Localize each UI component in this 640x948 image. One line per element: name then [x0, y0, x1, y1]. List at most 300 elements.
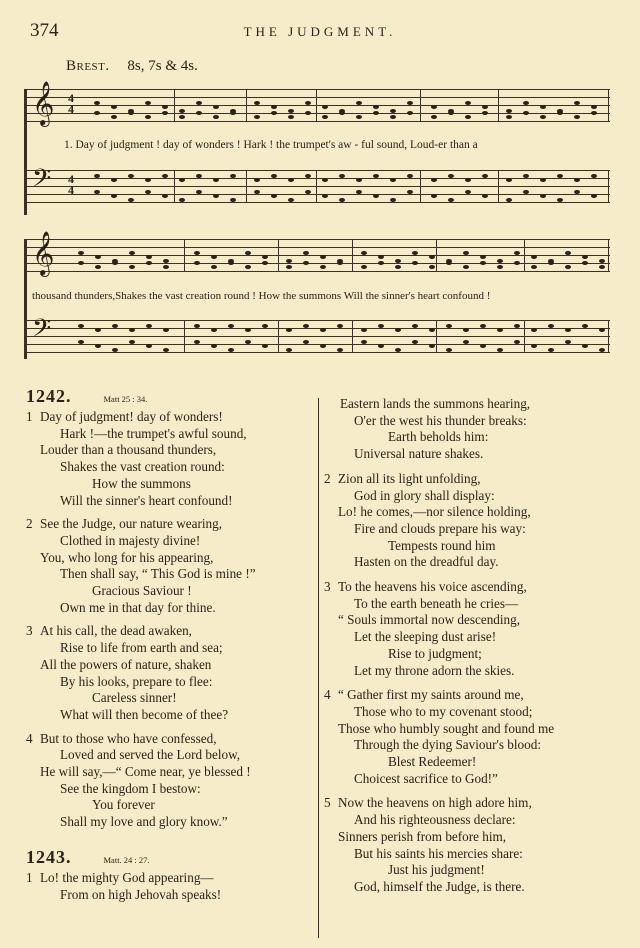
note-head — [303, 261, 309, 265]
note-head — [262, 344, 268, 348]
note-head — [407, 174, 413, 178]
note-head — [145, 190, 151, 194]
hymn-line: “ Souls immortal now descending, — [338, 612, 521, 628]
note-head — [412, 340, 418, 344]
note-head — [271, 194, 277, 198]
note-head — [245, 251, 251, 255]
note-head — [465, 101, 471, 105]
note-head — [320, 344, 326, 348]
note-head — [303, 251, 309, 255]
note-head — [339, 111, 345, 115]
note-head — [303, 324, 309, 328]
note-head — [179, 115, 185, 119]
note-head — [112, 324, 118, 328]
hymn-line: Eastern lands the summons hearing, — [340, 396, 531, 411]
note-head — [480, 324, 486, 328]
note-head — [591, 111, 597, 115]
note-head — [599, 259, 605, 263]
note-head — [128, 198, 134, 202]
note-head — [431, 105, 437, 109]
barline — [608, 239, 609, 272]
hymn-line: See the kingdom I bestow: — [60, 780, 201, 796]
barline — [174, 170, 175, 203]
note-head — [429, 344, 435, 348]
note-head — [361, 265, 367, 269]
hymn-line: Hasten on the dreadful day. — [354, 554, 499, 570]
note-head — [557, 174, 563, 178]
note-head — [429, 255, 435, 259]
hymn-line: Rise to life from earth and sea; — [60, 640, 223, 656]
note-head — [196, 190, 202, 194]
barline — [420, 170, 421, 203]
hymn-heading — [26, 386, 316, 406]
note-head — [361, 328, 367, 332]
hymn-line: Clothed in majesty divine! — [60, 532, 201, 548]
note-head — [506, 198, 512, 202]
hymn-line: Then shall say, “ This God is mine !” — [60, 566, 256, 582]
barline — [246, 89, 247, 122]
note-head — [230, 174, 236, 178]
note-head — [378, 344, 384, 348]
hymn-line: Will the sinner's heart confound! — [60, 492, 233, 508]
hymn-line: Shall my love and glory know.” — [60, 814, 228, 830]
hymn-line: At his call, the dead awaken, — [40, 623, 192, 639]
hymn-line: Let my throne adorn the skies. — [354, 662, 515, 678]
hymn-line: Lo! the mighty God appearing— — [40, 869, 214, 885]
hymn-line: Louder than a thousand thunders, — [40, 442, 217, 458]
hymn-line: Those who humbly sought and found me — [338, 720, 555, 736]
note-head — [262, 324, 268, 328]
treble-clef-icon: 𝄞 — [32, 231, 55, 275]
note-head — [179, 178, 185, 182]
note-head — [111, 115, 117, 119]
note-head — [373, 111, 379, 115]
note-head — [322, 115, 328, 119]
note-head — [194, 340, 200, 344]
note-head — [254, 115, 260, 119]
note-head — [514, 251, 520, 255]
note-head — [465, 190, 471, 194]
note-head — [395, 348, 401, 352]
note-head — [213, 105, 219, 109]
note-head — [228, 324, 234, 328]
note-head — [540, 194, 546, 198]
note-head — [146, 255, 152, 259]
note-head — [599, 265, 605, 269]
note-head — [514, 340, 520, 344]
note-head — [262, 261, 268, 265]
note-head — [162, 174, 168, 178]
note-head — [245, 328, 251, 332]
note-head — [129, 328, 135, 332]
note-head — [591, 194, 597, 198]
note-head — [211, 328, 217, 332]
note-head — [446, 348, 452, 352]
note-head — [288, 178, 294, 182]
note-head — [599, 328, 605, 332]
note-head — [213, 194, 219, 198]
stanza-number: 5 — [324, 795, 331, 811]
note-head — [230, 111, 236, 115]
barline — [524, 239, 525, 272]
barline — [278, 239, 279, 272]
note-head — [320, 265, 326, 269]
note-head — [540, 115, 546, 119]
note-head — [390, 198, 396, 202]
note-head — [320, 255, 326, 259]
note-head — [288, 115, 294, 119]
barline — [420, 89, 421, 122]
barline — [316, 89, 317, 122]
note-head — [395, 265, 401, 269]
note-head — [407, 111, 413, 115]
hymn-line: All the powers of nature, shaken — [40, 656, 212, 672]
note-head — [163, 328, 169, 332]
stanza — [26, 516, 316, 616]
note-head — [129, 340, 135, 344]
note-head — [361, 251, 367, 255]
hymn-line: To the earth beneath he cries— — [354, 595, 519, 611]
note-head — [211, 255, 217, 259]
note-head — [480, 344, 486, 348]
note-head — [506, 109, 512, 113]
note-head — [482, 174, 488, 178]
barline — [436, 239, 437, 272]
note-head — [78, 251, 84, 255]
note-head — [356, 190, 362, 194]
hymn-line: Universal nature shakes. — [354, 446, 484, 462]
note-head — [463, 251, 469, 255]
time-signature: 4 4 — [68, 91, 74, 116]
note-head — [497, 328, 503, 332]
hymn-line: Gracious Saviour ! — [92, 583, 192, 599]
barline — [498, 170, 499, 203]
note-head — [286, 328, 292, 332]
note-head — [390, 178, 396, 182]
note-head — [390, 109, 396, 113]
note-head — [129, 265, 135, 269]
note-head — [582, 261, 588, 265]
stanza-number: 3 — [26, 623, 33, 639]
note-head — [482, 111, 488, 115]
stanza-number: 1 — [26, 409, 33, 424]
note-head — [111, 194, 117, 198]
note-head — [145, 115, 151, 119]
note-head — [254, 101, 260, 105]
note-head — [395, 259, 401, 263]
note-head — [196, 101, 202, 105]
hymn-line: O'er the west his thunder breaks: — [354, 412, 527, 428]
stanza-number: 1 — [26, 869, 33, 885]
barline — [184, 239, 185, 272]
note-head — [163, 259, 169, 263]
note-head — [146, 261, 152, 265]
scripture-reference: Matt 25 : 34. — [103, 394, 148, 404]
stanza-number: 2 — [26, 516, 33, 532]
note-head — [271, 105, 277, 109]
hymn-line: Choicest sacrifice to God!” — [354, 770, 498, 786]
hymn-line: Loved and served the Lord below, — [60, 747, 241, 763]
hymn-line: To the heavens his voice ascending, — [338, 579, 527, 595]
bass-clef-icon: 𝄢 — [32, 314, 52, 349]
note-head — [540, 178, 546, 182]
hymn-line: From on high Jehovah speaks! — [60, 886, 222, 902]
hymn-line: Just his judgment! — [388, 862, 485, 878]
note-head — [574, 178, 580, 182]
stanza — [324, 795, 624, 895]
note-head — [111, 105, 117, 109]
note-head — [94, 111, 100, 115]
note-head — [305, 111, 311, 115]
note-head — [228, 261, 234, 265]
column-rule — [318, 398, 319, 938]
note-head — [163, 348, 169, 352]
note-head — [446, 324, 452, 328]
note-head — [163, 265, 169, 269]
barline — [524, 320, 525, 353]
barline — [246, 170, 247, 203]
note-head — [95, 265, 101, 269]
note-head — [497, 259, 503, 263]
note-head — [395, 328, 401, 332]
hymn-number: 1243. — [26, 846, 72, 867]
stanza — [324, 687, 624, 787]
note-head — [540, 105, 546, 109]
hymn-line: Now the heavens on high adore him, — [338, 795, 532, 811]
note-head — [254, 178, 260, 182]
note-head — [245, 265, 251, 269]
note-head — [356, 101, 362, 105]
note-head — [482, 194, 488, 198]
stanza — [324, 396, 624, 463]
hymn-line: How the summons — [92, 475, 191, 491]
note-head — [448, 174, 454, 178]
note-head — [531, 255, 537, 259]
hymn-line: Those who to my covenant stood; — [354, 703, 533, 719]
hymn-line: Sinners perish from before him, — [338, 828, 507, 844]
hymn-line: What will then become of thee? — [60, 706, 229, 722]
note-head — [213, 115, 219, 119]
note-head — [523, 101, 529, 105]
note-head — [412, 251, 418, 255]
note-head — [390, 115, 396, 119]
note-head — [162, 105, 168, 109]
note-head — [322, 105, 328, 109]
hymn-line: Zion all its light unfolding, — [338, 470, 481, 486]
note-head — [557, 111, 563, 115]
barline — [608, 320, 609, 353]
hymn-line: God, himself the Judge, is there. — [354, 878, 525, 894]
note-head — [373, 194, 379, 198]
bass-clef-icon: 𝄢 — [32, 164, 52, 199]
stanza-number: 3 — [324, 579, 331, 595]
hymn-line: Tempests round him — [388, 537, 496, 553]
hymn-line: Through the dying Saviour's blood: — [354, 737, 541, 753]
note-head — [574, 115, 580, 119]
note-head — [194, 261, 200, 265]
barline — [184, 320, 185, 353]
stanza — [26, 870, 316, 903]
hymn-line: And his righteousness declare: — [354, 812, 516, 828]
hymn-line: Let the sleeping dust arise! — [354, 629, 497, 645]
stanza — [324, 471, 624, 571]
hymn-line: By his looks, prepare to flee: — [60, 673, 213, 689]
note-head — [211, 265, 217, 269]
note-head — [548, 348, 554, 352]
tune-name: Brest. — [66, 58, 110, 74]
note-head — [548, 324, 554, 328]
note-head — [94, 190, 100, 194]
note-head — [95, 328, 101, 332]
note-head — [112, 348, 118, 352]
note-head — [465, 178, 471, 182]
hymn-line: God in glory shall display: — [354, 487, 495, 503]
note-head — [196, 111, 202, 115]
note-head — [448, 111, 454, 115]
note-head — [574, 101, 580, 105]
hymn-line: Shakes the vast creation round: — [60, 459, 225, 475]
note-head — [582, 344, 588, 348]
note-head — [480, 261, 486, 265]
treble-clef-icon: 𝄞 — [32, 81, 55, 125]
barline — [498, 89, 499, 122]
note-head — [565, 265, 571, 269]
hymn-line: Day of judgment! day of wonders! — [40, 409, 223, 424]
note-head — [339, 174, 345, 178]
note-head — [146, 324, 152, 328]
note-head — [271, 174, 277, 178]
running-title: THE JUDGMENT. — [243, 24, 397, 39]
note-head — [337, 348, 343, 352]
hymn-line: Own me in that day for thine. — [60, 599, 216, 615]
hymn-line: But to those who have confessed, — [40, 730, 217, 746]
hymn-line: You forever — [92, 797, 155, 813]
hymn-line: Lo! he comes,—nor silence holding, — [338, 504, 531, 520]
lyric-underlay-2: thousand thunders,Shakes the vast creation round ! How the summons Will the sinner's heart confound ! — [32, 290, 491, 302]
note-head — [431, 178, 437, 182]
note-head — [531, 344, 537, 348]
note-head — [145, 101, 151, 105]
note-head — [582, 255, 588, 259]
note-head — [262, 255, 268, 259]
page-number: 374 — [30, 20, 59, 41]
note-head — [431, 194, 437, 198]
note-head — [523, 190, 529, 194]
note-head — [94, 101, 100, 105]
note-head — [582, 324, 588, 328]
note-head — [565, 340, 571, 344]
note-head — [557, 198, 563, 202]
barline — [608, 89, 609, 122]
note-head — [463, 340, 469, 344]
note-head — [228, 348, 234, 352]
note-head — [194, 324, 200, 328]
note-head — [531, 328, 537, 332]
note-head — [591, 174, 597, 178]
hymn-heading — [26, 847, 316, 867]
note-head — [128, 111, 134, 115]
note-head — [286, 348, 292, 352]
note-head — [305, 190, 311, 194]
note-head — [286, 259, 292, 263]
note-head — [179, 198, 185, 202]
note-head — [162, 194, 168, 198]
note-head — [211, 344, 217, 348]
note-head — [339, 198, 345, 202]
tune-heading — [66, 58, 198, 75]
note-head — [412, 324, 418, 328]
note-head — [271, 111, 277, 115]
note-head — [145, 178, 151, 182]
stanza — [324, 579, 624, 679]
note-head — [497, 265, 503, 269]
note-head — [196, 174, 202, 178]
note-head — [179, 109, 185, 113]
note-head — [194, 251, 200, 255]
note-head — [599, 348, 605, 352]
lyric-underlay-1: 1. Day of judgment ! day of wonders ! Hark ! the trumpet's aw - ful sound, Loud-er than a — [64, 139, 478, 151]
stanza-number: 2 — [324, 470, 331, 486]
note-head — [373, 105, 379, 109]
scripture-reference: Matt. 24 : 27. — [103, 854, 150, 865]
note-head — [407, 101, 413, 105]
note-head — [320, 328, 326, 332]
note-head — [378, 324, 384, 328]
note-head — [254, 190, 260, 194]
barline — [608, 170, 609, 203]
note-head — [305, 101, 311, 105]
note-head — [412, 261, 418, 265]
bass-staff-1 — [24, 164, 610, 203]
note-head — [431, 115, 437, 119]
note-head — [78, 340, 84, 344]
note-head — [480, 255, 486, 259]
note-head — [129, 251, 135, 255]
note-head — [286, 265, 292, 269]
note-head — [230, 198, 236, 202]
time-signature: 4 4 — [68, 172, 74, 197]
note-head — [506, 178, 512, 182]
hymn-line: Careless sinner! — [92, 690, 177, 706]
note-head — [591, 105, 597, 109]
note-head — [465, 115, 471, 119]
note-head — [213, 178, 219, 182]
hymn-line: Rise to judgment; — [388, 645, 482, 661]
note-head — [482, 105, 488, 109]
note-head — [245, 340, 251, 344]
note-head — [111, 178, 117, 182]
left-column — [26, 386, 316, 903]
note-head — [305, 174, 311, 178]
note-head — [146, 344, 152, 348]
note-head — [429, 328, 435, 332]
stanza — [26, 409, 316, 509]
note-head — [78, 324, 84, 328]
hymn-line: Hark !—the trumpet's awful sound, — [60, 425, 247, 441]
hymn-line: Blest Redeemer! — [388, 754, 477, 770]
hymn-line: “ Gather first my saints around me, — [338, 687, 524, 703]
note-head — [446, 261, 452, 265]
note-head — [565, 328, 571, 332]
note-head — [95, 344, 101, 348]
note-head — [497, 348, 503, 352]
note-head — [322, 194, 328, 198]
note-head — [288, 198, 294, 202]
note-head — [463, 265, 469, 269]
note-head — [94, 174, 100, 178]
hymn-line: But his saints his mercies share: — [354, 845, 523, 861]
note-head — [378, 261, 384, 265]
